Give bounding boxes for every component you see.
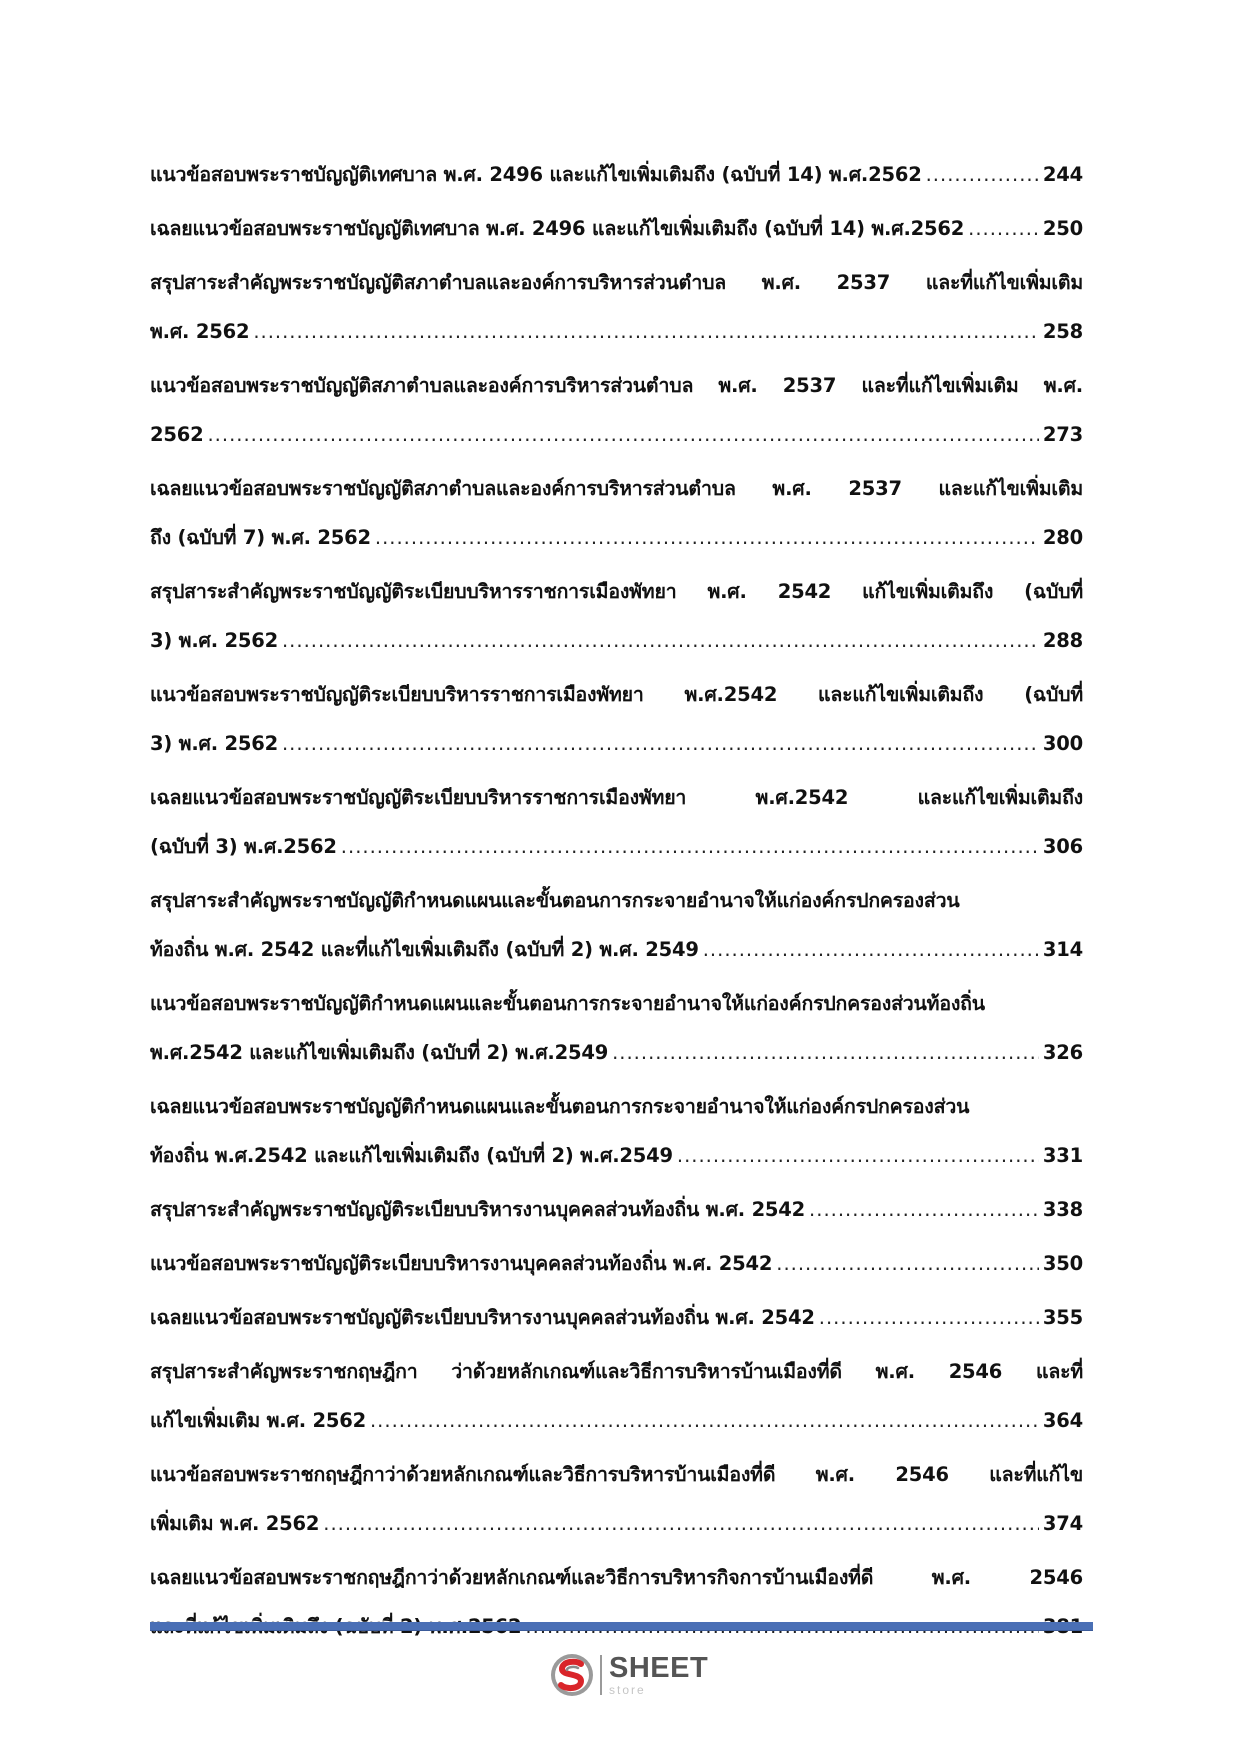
toc-dot-leader [282, 616, 1039, 665]
toc-entry-title-line: เฉลยแนวข้อสอบพระราชบัญญัติกำหนดแผนและขั้นตอนการกระจายอำนาจให้แก่องค์กรปกครองส่วน [150, 1095, 970, 1118]
toc-entry[interactable] [150, 204, 1083, 253]
toc-dot-leader [375, 513, 1039, 562]
toc-entry-title-line: สรุปสาระสำคัญพระราชกฤษฎีกา ว่าด้วยหลักเกณฑ์และวิธีการบริหารบ้านเมืองที่ดี พ.ศ. 2546 และที่ [150, 1360, 1083, 1383]
toc-entry-last-line [150, 307, 1083, 356]
toc-entry-title-line: เฉลยแนวข้อสอบพระราชกฤษฎีกาว่าด้วยหลักเกณฑ์และวิธีการบริหารกิจการบ้านเมืองที่ดี พ.ศ. 2546 [150, 1566, 1083, 1589]
toc-dot-leader [253, 307, 1039, 356]
toc-entry-title-line: สรุปสาระสำคัญพระราชบัญญัติระเบียบบริหารราชการเมืองพัทยา พ.ศ. 2542 แก้ไขเพิ่มเติมถึง (ฉบับที่ [150, 580, 1083, 603]
toc-entry[interactable] [150, 1293, 1083, 1342]
toc-dot-leader [323, 1499, 1039, 1548]
toc-page-number: 350 [1042, 1252, 1083, 1275]
toc-entry-title-line: 3) พ.ศ. 2562 [150, 732, 278, 755]
toc-entry-last-line [150, 204, 1083, 253]
toc-entry[interactable] [150, 773, 1083, 871]
toc-page-number: 300 [1042, 732, 1083, 755]
toc-entry-last-line [150, 1396, 1083, 1445]
toc-dot-leader [370, 1396, 1039, 1445]
toc-entry-title-line: เฉลยแนวข้อสอบพระราชบัญญัติระเบียบบริหารราชการเมืองพัทยา พ.ศ.2542 และแก้ไขเพิ่มเติมถึง [150, 786, 1083, 809]
sheet-store-logo [548, 1651, 708, 1699]
toc-entry-last-line [150, 1185, 1083, 1234]
toc-page-number: 288 [1042, 629, 1083, 652]
toc-entry-last-line [150, 1239, 1083, 1288]
toc-entry-last-line [150, 1131, 1083, 1180]
toc-entry-title-line: แก้ไขเพิ่มเติม พ.ศ. 2562 [150, 1409, 366, 1432]
toc-entry-title-line: เฉลยแนวข้อสอบพระราชบัญญัติเทศบาล พ.ศ. 2496 และแก้ไขเพิ่มเติมถึง (ฉบับที่ 14) พ.ศ.2562 [150, 217, 965, 240]
toc-entry-title-line: สรุปสาระสำคัญพระราชบัญญัติสภาตำบลและองค์การบริหารส่วนตำบล พ.ศ. 2537 และที่แก้ไขเพิ่มเติม [150, 271, 1083, 294]
toc-entry-last-line [150, 1293, 1083, 1342]
toc-entry[interactable] [150, 670, 1083, 768]
toc-entry[interactable] [150, 464, 1083, 562]
toc-page-number: 338 [1042, 1198, 1083, 1221]
toc-dot-leader [776, 1239, 1039, 1288]
toc-entry-title-line: ถึง (ฉบับที่ 7) พ.ศ. 2562 [150, 526, 371, 549]
toc-entry-title-line: พ.ศ. 2562 [150, 320, 250, 343]
toc-page-number: 258 [1042, 320, 1083, 343]
toc-entry[interactable] [150, 979, 1083, 1077]
toc-dot-leader [207, 410, 1038, 459]
toc-entry[interactable] [150, 876, 1083, 974]
toc-entry[interactable] [150, 567, 1083, 665]
footer-divider [150, 1622, 1093, 1631]
toc-dot-leader [677, 1131, 1039, 1180]
toc-page-number: 326 [1042, 1041, 1083, 1064]
toc-dot-leader [968, 204, 1039, 253]
toc-entry-title-line: แนวข้อสอบพระราชบัญญัติระเบียบบริหารงานบุคคลส่วนท้องถิ่น พ.ศ. 2542 [150, 1252, 773, 1275]
toc-page-number: 331 [1042, 1144, 1083, 1167]
toc-entry-last-line [150, 822, 1083, 871]
toc-entry[interactable] [150, 1347, 1083, 1445]
toc-entry-last-line [150, 150, 1083, 199]
toc-entry-last-line [150, 925, 1083, 974]
toc-entry-title-line: แนวข้อสอบพระราชบัญญัติสภาตำบลและองค์การบริหารส่วนตำบล พ.ศ. 2537 และที่แก้ไขเพิ่มเติม พ.ศ. [150, 374, 1083, 397]
toc-page-number: 314 [1042, 938, 1083, 961]
toc-entry-title-line: แนวข้อสอบพระราชบัญญัติระเบียบบริหารราชการเมืองพัทยา พ.ศ.2542 และแก้ไขเพิ่มเติมถึง (ฉบับที่ [150, 683, 1083, 706]
toc-page-number: 280 [1042, 526, 1083, 549]
toc-page-number: 273 [1042, 423, 1083, 446]
toc-entry-last-line [150, 1028, 1083, 1077]
toc-entry-title-line: (ฉบับที่ 3) พ.ศ.2562 [150, 835, 337, 858]
logo-separator [600, 1655, 602, 1695]
toc-page-number: 250 [1042, 217, 1083, 240]
toc-entry[interactable] [150, 1082, 1083, 1180]
toc-entry-title-line: สรุปสาระสำคัญพระราชบัญญัติกำหนดแผนและขั้นตอนการกระจายอำนาจให้แก่องค์กรปกครองส่วน [150, 889, 960, 912]
toc-entry-title-line: 2562 [150, 423, 204, 446]
toc-entry-title-line: แนวข้อสอบพระราชกฤษฎีกาว่าด้วยหลักเกณฑ์และวิธีการบริหารบ้านเมืองที่ดี พ.ศ. 2546 และที่แก้ไข [150, 1463, 1083, 1486]
toc-entry-title-line: สรุปสาระสำคัญพระราชบัญญัติระเบียบบริหารงานบุคคลส่วนท้องถิ่น พ.ศ. 2542 [150, 1198, 806, 1221]
toc-entry-last-line [150, 616, 1083, 665]
toc-entry-title-line: เฉลยแนวข้อสอบพระราชบัญญัติสภาตำบลและองค์การบริหารส่วนตำบล พ.ศ. 2537 และแก้ไขเพิ่มเติม [150, 477, 1083, 500]
toc-entry[interactable] [150, 150, 1083, 199]
logo-wordmark [609, 1654, 708, 1696]
toc-entry-last-line [150, 719, 1083, 768]
table-of-contents [150, 150, 1083, 1656]
toc-entry-title-line: ท้องถิ่น พ.ศ.2542 และแก้ไขเพิ่มเติมถึง (ฉบับที่ 2) พ.ศ.2549 [150, 1144, 673, 1167]
toc-dot-leader [282, 719, 1039, 768]
toc-entry-title-line: แนวข้อสอบพระราชบัญญัติเทศบาล พ.ศ. 2496 และแก้ไขเพิ่มเติมถึง (ฉบับที่ 14) พ.ศ.2562 [150, 163, 922, 186]
toc-entry-last-line [150, 410, 1083, 459]
toc-entry-title-line: ท้องถิ่น พ.ศ. 2542 และที่แก้ไขเพิ่มเติมถึง (ฉบับที่ 2) พ.ศ. 2549 [150, 938, 699, 961]
toc-page-number: 244 [1042, 163, 1083, 186]
toc-entry[interactable] [150, 258, 1083, 356]
toc-entry[interactable] [150, 1239, 1083, 1288]
toc-entry-title-line: พ.ศ.2542 และแก้ไขเพิ่มเติมถึง (ฉบับที่ 2) พ.ศ.2549 [150, 1041, 609, 1064]
sheet-store-s-logo-icon [548, 1651, 596, 1699]
toc-entry[interactable] [150, 1185, 1083, 1234]
toc-dot-leader [819, 1293, 1039, 1342]
logo-name: SHEET [609, 1652, 709, 1684]
toc-dot-leader [341, 822, 1039, 871]
toc-page-number: 355 [1042, 1306, 1083, 1329]
toc-entry-title-line: 3) พ.ศ. 2562 [150, 629, 278, 652]
toc-dot-leader [809, 1185, 1039, 1234]
toc-entry[interactable] [150, 1450, 1083, 1548]
toc-entry-last-line [150, 1499, 1083, 1548]
toc-entry-title-line: แนวข้อสอบพระราชบัญญัติกำหนดแผนและขั้นตอนการกระจายอำนาจให้แก่องค์กรปกครองส่วนท้องถิ่น [150, 992, 985, 1015]
toc-entry-title-line: เพิ่มเติม พ.ศ. 2562 [150, 1512, 320, 1535]
toc-page-number: 374 [1042, 1512, 1083, 1535]
toc-dot-leader [703, 925, 1039, 974]
toc-entry[interactable] [150, 1553, 1083, 1651]
toc-entry-last-line [150, 513, 1083, 562]
toc-page-number: 364 [1042, 1409, 1083, 1432]
toc-entry[interactable] [150, 361, 1083, 459]
toc-entry-title-line: เฉลยแนวข้อสอบพระราชบัญญัติระเบียบบริหารงานบุคคลส่วนท้องถิ่น พ.ศ. 2542 [150, 1306, 815, 1329]
toc-dot-leader [926, 150, 1039, 199]
logo-subtitle: store [609, 1683, 646, 1697]
toc-dot-leader [612, 1028, 1039, 1077]
toc-page-number: 306 [1042, 835, 1083, 858]
